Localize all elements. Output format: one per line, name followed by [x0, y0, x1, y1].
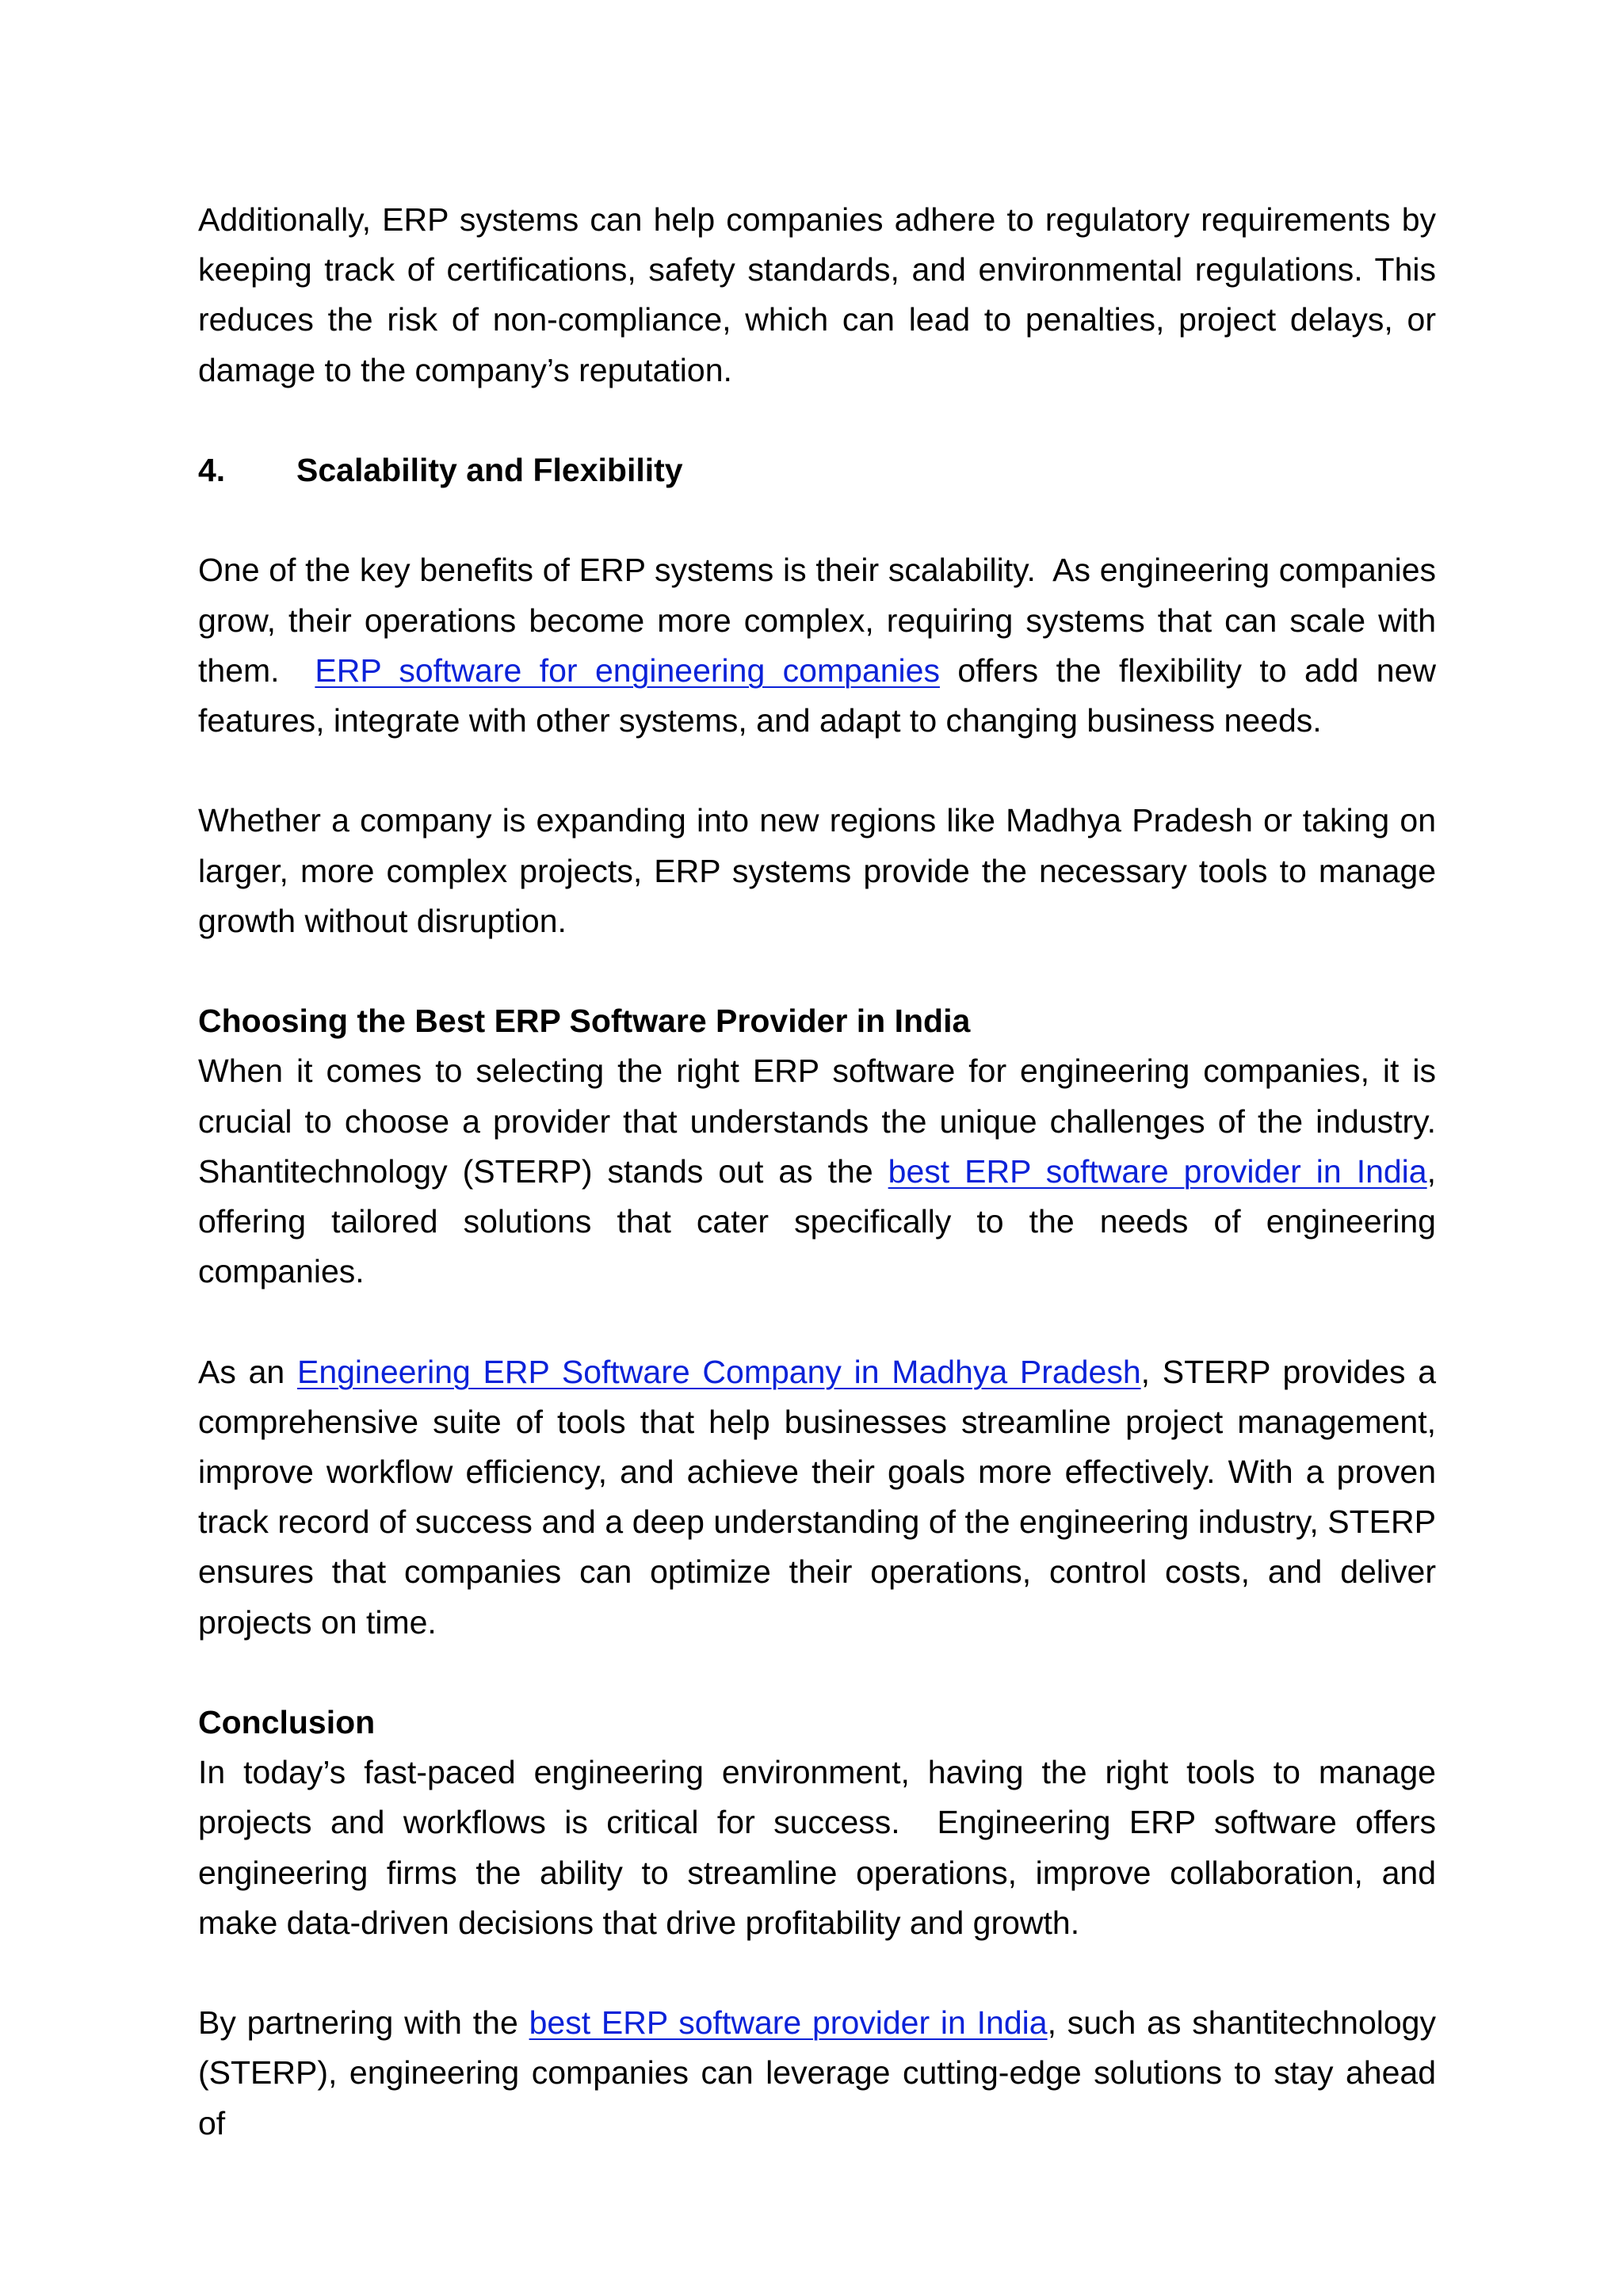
paragraph-choosing — [198, 1046, 1436, 1297]
spacer — [198, 946, 1436, 996]
paragraph-text: , such as shantitechnology (STERP), engineering companies can leverage cutting-edge solutions to stay ahead of — [198, 2004, 1436, 2141]
spacer — [198, 395, 1436, 445]
link-best-erp-provider-2[interactable]: best ERP software provider in India — [529, 2004, 1048, 2042]
spacer — [198, 1297, 1436, 1347]
paragraph-text: When it comes to selecting the right ERP software for engineering companies, it is crucial to choose a provider that understands the unique challenges of the industry. Shantitechnology (STERP) stands out as the — [198, 1052, 1436, 1190]
paragraph-text: By partnering with the — [198, 2004, 529, 2042]
paragraph-sterp — [198, 1347, 1436, 1648]
spacer — [198, 1648, 1436, 1698]
paragraph-conclusion: In today’s fast-paced engineering environment, having the right tools to manage projects and workflows is critical for success. Engineering ERP software offers engineering firms the ability to streamline operations, improve collaboration, and make data-driven decisions that drive profitability and growth. — [198, 1754, 1445, 1941]
paragraph-text: , STERP provides a comprehensive suite of tools that help businesses streamline project management, improve workflow efficiency, and achieve their goals more effectively. With a proven track record of success and a deep understanding of the engineering industry, STERP ensures that companies can optimize their operations, control costs, and deliver projects on time. — [198, 1353, 1437, 1641]
link-erp-software-engineering[interactable]: ERP software for engineering companies — [315, 651, 940, 689]
heading-choosing-provider: Choosing the Best ERP Software Provider in India — [198, 1003, 971, 1040]
paragraph-partnering — [198, 1998, 1436, 2149]
section-title: Scalability and Flexibility — [296, 452, 683, 488]
link-engineering-erp-madhya-pradesh[interactable]: Engineering ERP Software Company in Madhya Pradesh — [296, 1353, 1141, 1390]
spacer — [198, 746, 1436, 796]
paragraph-text: offers the flexibility to add new features, integrate with other systems, and adapt to changing business needs. — [198, 651, 1436, 739]
section-heading-scalability — [198, 445, 1436, 495]
heading-conclusion: Conclusion — [198, 1704, 376, 1740]
spacer — [198, 1948, 1436, 1998]
paragraph-text: , offering tailored solutions that cater specifically to the needs of engineering companies. — [198, 1152, 1437, 1290]
section-number: 4. — [198, 452, 226, 488]
paragraph-text: As an — [198, 1353, 297, 1390]
paragraph-growth: Whether a company is expanding into new regions like Madhya Pradesh or taking on larger, more complex projects, ERP systems provide the necessary tools to manage growth without disruption. — [198, 802, 1436, 939]
document-page — [198, 195, 1445, 2149]
spacer — [198, 495, 1436, 545]
paragraph-text: One of the key benefits of ERP systems is their scalability. As engineering companies grow, their operations become more complex, requiring systems that can scale with them. — [198, 552, 1445, 689]
paragraph-scalability — [198, 545, 1445, 746]
paragraph-compliance: Additionally, ERP systems can help companies adhere to regulatory requirements by keeping track of certifications, safety standards, and environmental regulations. This reduces the risk of non-compliance, which can lead to penalties, project delays, or damage to the company’s reputation. — [198, 201, 1436, 388]
link-best-erp-provider[interactable]: best ERP software provider in India — [888, 1152, 1427, 1190]
